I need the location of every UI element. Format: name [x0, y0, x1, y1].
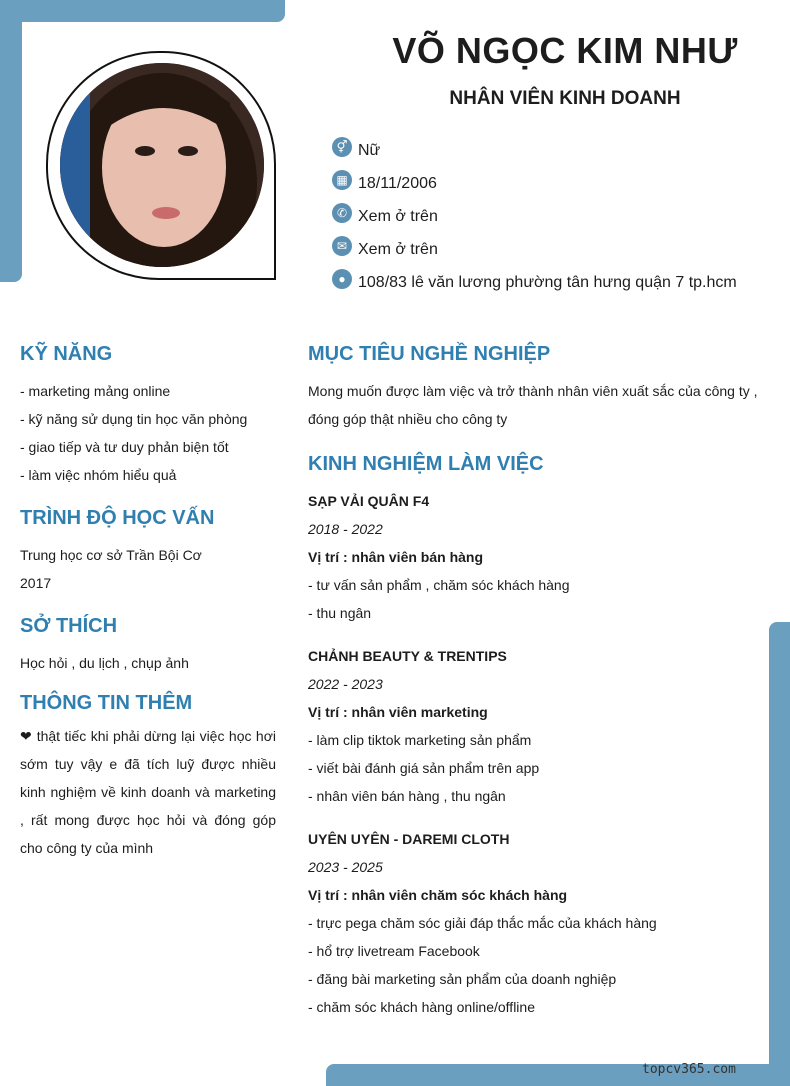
avatar-frame — [46, 51, 276, 280]
job-period: 2018 - 2022 — [308, 521, 383, 537]
contact-value: 18/11/2006 — [358, 175, 437, 192]
job-task: - tư vấn sản phẩm , chăm sóc khách hàng — [308, 577, 570, 593]
education-heading: TRÌNH ĐỘ HỌC VẤN — [20, 507, 215, 529]
watermark: topcv365.com — [642, 1062, 736, 1077]
job-task: - nhân viên bán hàng , thu ngân — [308, 788, 506, 804]
contact-phone — [332, 208, 438, 226]
job-task: - đăng bài marketing sản phẩm của doanh nghiệp — [308, 971, 617, 987]
education-school: Trung học cơ sở Trần Bội Cơ — [20, 547, 202, 563]
calendar-icon: ▦ — [332, 170, 352, 190]
decor-bar-top — [0, 0, 285, 22]
job-company: CHẢNH BEAUTY & TRENTIPS — [308, 648, 507, 664]
contact-birthday — [332, 175, 437, 193]
contact-gender — [332, 142, 380, 160]
skills-heading: KỸ NĂNG — [20, 343, 113, 365]
skill-item: - giao tiếp và tư duy phản biện tốt — [20, 439, 229, 455]
candidate-name: VÕ NGỌC KIM NHƯ — [392, 30, 738, 71]
extra-info-text: ❤ thật tiếc khi phải dừng lại việc học hơi sớm tuy vậy e đã tích luỹ được nhiều kinh nghiệm về kinh doanh và marketing , rất mong được học hỏi và đóng góp cho công ty của mình — [20, 728, 276, 856]
decor-bar-left — [0, 0, 22, 282]
job-task: - thu ngân — [308, 605, 372, 621]
objective-text: Mong muốn được làm việc và trở thành nhân viên xuất sắc của công ty , đóng góp thật nhiều cho công ty — [308, 383, 758, 427]
job-task: - hổ trợ livetream Facebook — [308, 943, 480, 959]
job-title: NHÂN VIÊN KINH DOANH — [449, 88, 681, 109]
contact-value: Nữ — [358, 142, 381, 159]
phone-icon: ✆ — [332, 203, 352, 223]
experience-heading: KINH NGHIỆM LÀM VIỆC — [308, 453, 544, 475]
skill-item: - làm việc nhóm hiểu quả — [20, 467, 177, 483]
job-position: Vị trí : nhân viên marketing — [308, 704, 488, 720]
hobbies-text: Học hỏi , du lịch , chụp ảnh — [20, 655, 189, 671]
contact-value: 108/83 lê văn lương phường tân hưng quận 7 tp.hcm — [358, 274, 737, 291]
contact-email — [332, 241, 438, 259]
skill-item: - marketing mảng online — [20, 383, 171, 399]
contact-value: Xem ở trên — [358, 208, 438, 225]
job-period: 2023 - 2025 — [308, 859, 383, 875]
job-company: SẠP VẢI QUÂN F4 — [308, 493, 430, 509]
decor-bar-right — [769, 622, 790, 1086]
gender-icon: ⚥ — [332, 137, 352, 157]
objective-heading: MỤC TIÊU NGHỀ NGHIỆP — [308, 343, 551, 365]
job-task: - viết bài đánh giá sản phẩm trên app — [308, 760, 540, 776]
contact-address — [332, 274, 737, 292]
contact-value: Xem ở trên — [358, 241, 438, 258]
job-task: - trực pega chăm sóc giải đáp thắc mắc của khách hàng — [308, 915, 657, 931]
skill-item: - kỹ năng sử dụng tin học văn phòng — [20, 411, 248, 427]
job-period: 2022 - 2023 — [308, 676, 383, 692]
avatar — [60, 63, 264, 267]
location-icon: ● — [332, 269, 352, 289]
education-year: 2017 — [20, 575, 52, 591]
job-task: - chăm sóc khách hàng online/offline — [308, 999, 535, 1015]
email-icon: ✉ — [332, 236, 352, 256]
job-company: UYÊN UYÊN - DAREMI CLOTH — [308, 831, 510, 847]
job-task: - làm clip tiktok marketing sản phẩm — [308, 732, 532, 748]
job-position: Vị trí : nhân viên chăm sóc khách hàng — [308, 887, 568, 903]
hobbies-heading: SỞ THÍCH — [20, 615, 118, 637]
extra-info-heading: THÔNG TIN THÊM — [20, 692, 193, 714]
avatar-portrait — [60, 63, 264, 267]
job-position: Vị trí : nhân viên bán hàng — [308, 549, 484, 565]
